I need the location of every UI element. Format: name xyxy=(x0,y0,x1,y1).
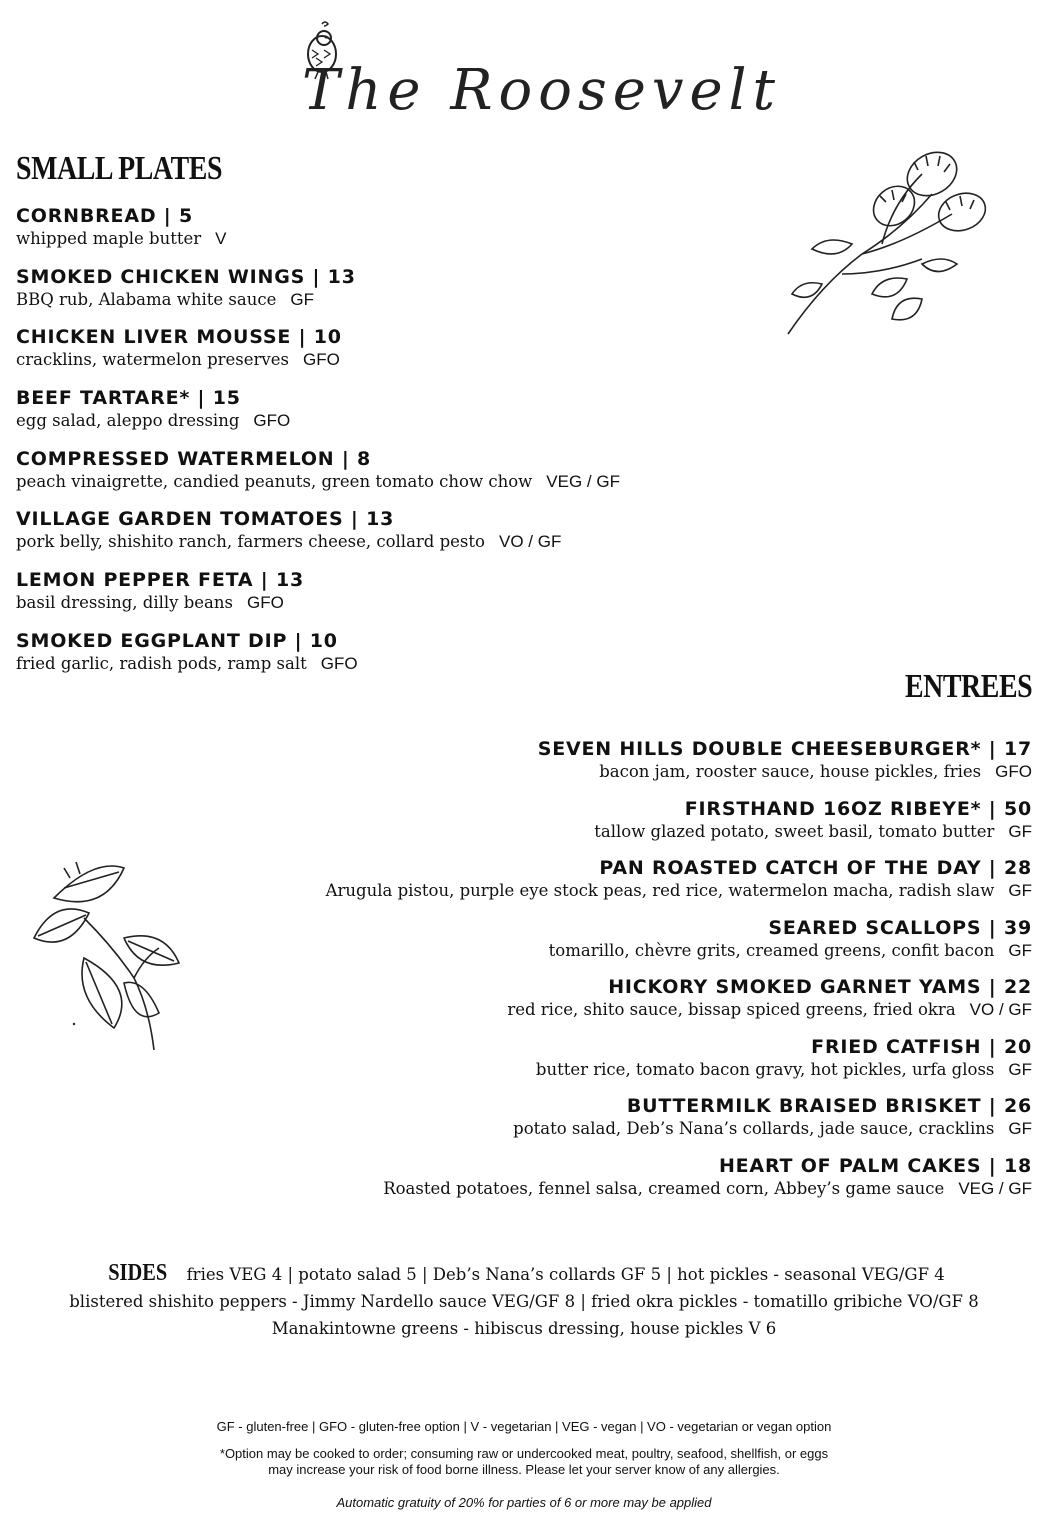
menu-item xyxy=(252,737,1032,797)
menu-item xyxy=(252,916,1032,976)
dietary-tag: VO / GF xyxy=(498,532,562,552)
item-description: pork belly, shishito ranch, farmers cheese, collard pesto VO / GF xyxy=(16,532,562,552)
item-name: LEMON PEPPER FETA | 13 xyxy=(16,569,304,592)
menu-item xyxy=(16,629,776,690)
restaurant-name: The Roosevelt xyxy=(302,58,782,123)
dietary-tag: GF xyxy=(1008,1059,1032,1079)
dietary-tag: V xyxy=(215,229,227,248)
menu-item xyxy=(16,204,776,265)
item-description: Roasted potatoes, fennel salsa, creamed corn, Abbey’s game sauce VEG / GF xyxy=(383,1178,1032,1198)
dietary-tag: VEG / GF xyxy=(546,471,620,491)
dietary-tag: GFO xyxy=(247,593,284,613)
small-plates-list xyxy=(16,204,776,690)
dietary-tag: GF xyxy=(290,289,314,309)
herb-flower-illustration-icon xyxy=(782,134,998,340)
item-name: HEART OF PALM CAKES | 18 xyxy=(718,1154,1032,1177)
sides-line: blistered shishito peppers - Jimmy Nardello sauce VEG/GF 8 | fried okra pickles - tomatillo gribiche VO/GF 8 xyxy=(69,1292,979,1311)
item-name: SEARED SCALLOPS | 39 xyxy=(768,916,1032,939)
item-description: butter rice, tomato bacon gravy, hot pickles, urfa gloss GF xyxy=(535,1059,1032,1079)
entrees-list xyxy=(252,737,1032,1213)
dietary-tag: GF xyxy=(1008,940,1032,960)
gratuity-note: Automatic gratuity of 20% for parties of 6 or more may be applied xyxy=(336,1495,712,1510)
item-description: Arugula pistou, purple eye stock peas, red rice, watermelon macha, radish slaw GF xyxy=(325,881,1032,900)
sides-line: Manakintowne greens - hibiscus dressing, house pickles V 6 xyxy=(271,1319,777,1338)
consumer-warning xyxy=(0,1446,1048,1478)
item-name: CHICKEN LIVER MOUSSE | 10 xyxy=(16,326,342,349)
dietary-tag: GFO xyxy=(995,762,1032,781)
item-description: whipped maple butter V xyxy=(16,229,227,248)
menu-item xyxy=(252,1094,1032,1154)
item-name: BEEF TARTARE* | 15 xyxy=(16,387,241,410)
small-plates-title: SMALL PLATES xyxy=(16,150,223,187)
menu-item xyxy=(252,1035,1032,1095)
menu-item xyxy=(252,856,1032,916)
item-description: peach vinaigrette, candied peanuts, green tomato chow chow VEG / GF xyxy=(16,471,620,491)
dietary-tag: GFO xyxy=(302,350,340,370)
dietary-tag: GF xyxy=(1008,881,1032,900)
menu-item xyxy=(252,975,1032,1035)
dietary-tag: GF xyxy=(1008,821,1032,841)
dietary-tag: VEG / GF xyxy=(958,1178,1032,1198)
dietary-tag: GF xyxy=(1008,1119,1032,1138)
item-description: tallow glazed potato, sweet basil, tomato butter GF xyxy=(594,821,1032,841)
item-name: FRIED CATFISH | 20 xyxy=(811,1035,1032,1058)
warning-line: *Option may be cooked to order; consuming raw or undercooked meat, poultry, seafood, shellfish, or eggs xyxy=(219,1446,829,1461)
warning-line: may increase your risk of food borne illness. Please let your server know of any allergies. xyxy=(268,1462,780,1477)
menu-item xyxy=(252,797,1032,857)
dietary-tag: GFO xyxy=(253,411,291,431)
item-name: CORNBREAD | 5 xyxy=(16,205,193,227)
menu-item xyxy=(16,386,776,447)
entrees-title: ENTREES xyxy=(904,668,1032,705)
item-name: FIRSTHAND 16OZ RIBEYE* | 50 xyxy=(684,797,1032,820)
sides-label: SIDES xyxy=(108,1260,168,1286)
restaurant-logo xyxy=(300,20,782,123)
item-name: SMOKED CHICKEN WINGS | 13 xyxy=(16,265,356,288)
item-description: basil dressing, dilly beans GFO xyxy=(16,593,284,613)
dietary-tag: GFO xyxy=(320,653,358,673)
menu-item xyxy=(16,265,776,326)
dietary-tag: VO / GF xyxy=(969,1000,1032,1019)
menu-item xyxy=(16,568,776,629)
item-description: red rice, shito sauce, bissap spiced greens, fried okra VO / GF xyxy=(507,1000,1032,1019)
item-name: PAN ROASTED CATCH OF THE DAY | 28 xyxy=(599,857,1032,879)
item-name: VILLAGE GARDEN TOMATOES | 13 xyxy=(16,508,395,531)
item-name: HICKORY SMOKED GARNET YAMS | 22 xyxy=(608,976,1032,998)
sides-line: SIDES fries VEG 4 | potato salad 5 | Deb’s Nana’s collards GF 5 | hot pickles - seasonal VEG/GF 4 xyxy=(108,1260,945,1286)
item-name: BUTTERMILK BRAISED BRISKET | 26 xyxy=(626,1095,1032,1117)
item-description: bacon jam, rooster sauce, house pickles, fries GFO xyxy=(599,762,1032,781)
item-description: potato salad, Deb’s Nana’s collards, jade sauce, cracklins GF xyxy=(513,1119,1032,1138)
item-description: fried garlic, radish pods, ramp salt GFO xyxy=(16,653,358,673)
item-description: cracklins, watermelon preserves GFO xyxy=(16,350,340,370)
menu-item xyxy=(16,507,776,568)
item-name: SMOKED EGGPLANT DIP | 10 xyxy=(16,629,338,652)
item-description: BBQ rub, Alabama white sauce GF xyxy=(16,289,314,309)
item-name: COMPRESSED WATERMELON | 8 xyxy=(16,447,372,470)
menu-item xyxy=(16,325,776,386)
item-name: SEVEN HILLS DOUBLE CHEESEBURGER* | 17 xyxy=(537,738,1032,760)
item-description: egg salad, aleppo dressing GFO xyxy=(16,411,291,431)
menu-item xyxy=(252,1154,1032,1214)
menu-item xyxy=(16,447,776,508)
leaf-branch-illustration-icon xyxy=(24,858,184,1054)
item-description: tomarillo, chèvre grits, creamed greens, confit bacon GF xyxy=(548,940,1032,960)
sides-section xyxy=(0,1260,1048,1342)
dietary-legend: GF - gluten-free | GFO - gluten-free option | V - vegetarian | VEG - vegan | VO - vegetarian or vegan option xyxy=(216,1419,832,1434)
